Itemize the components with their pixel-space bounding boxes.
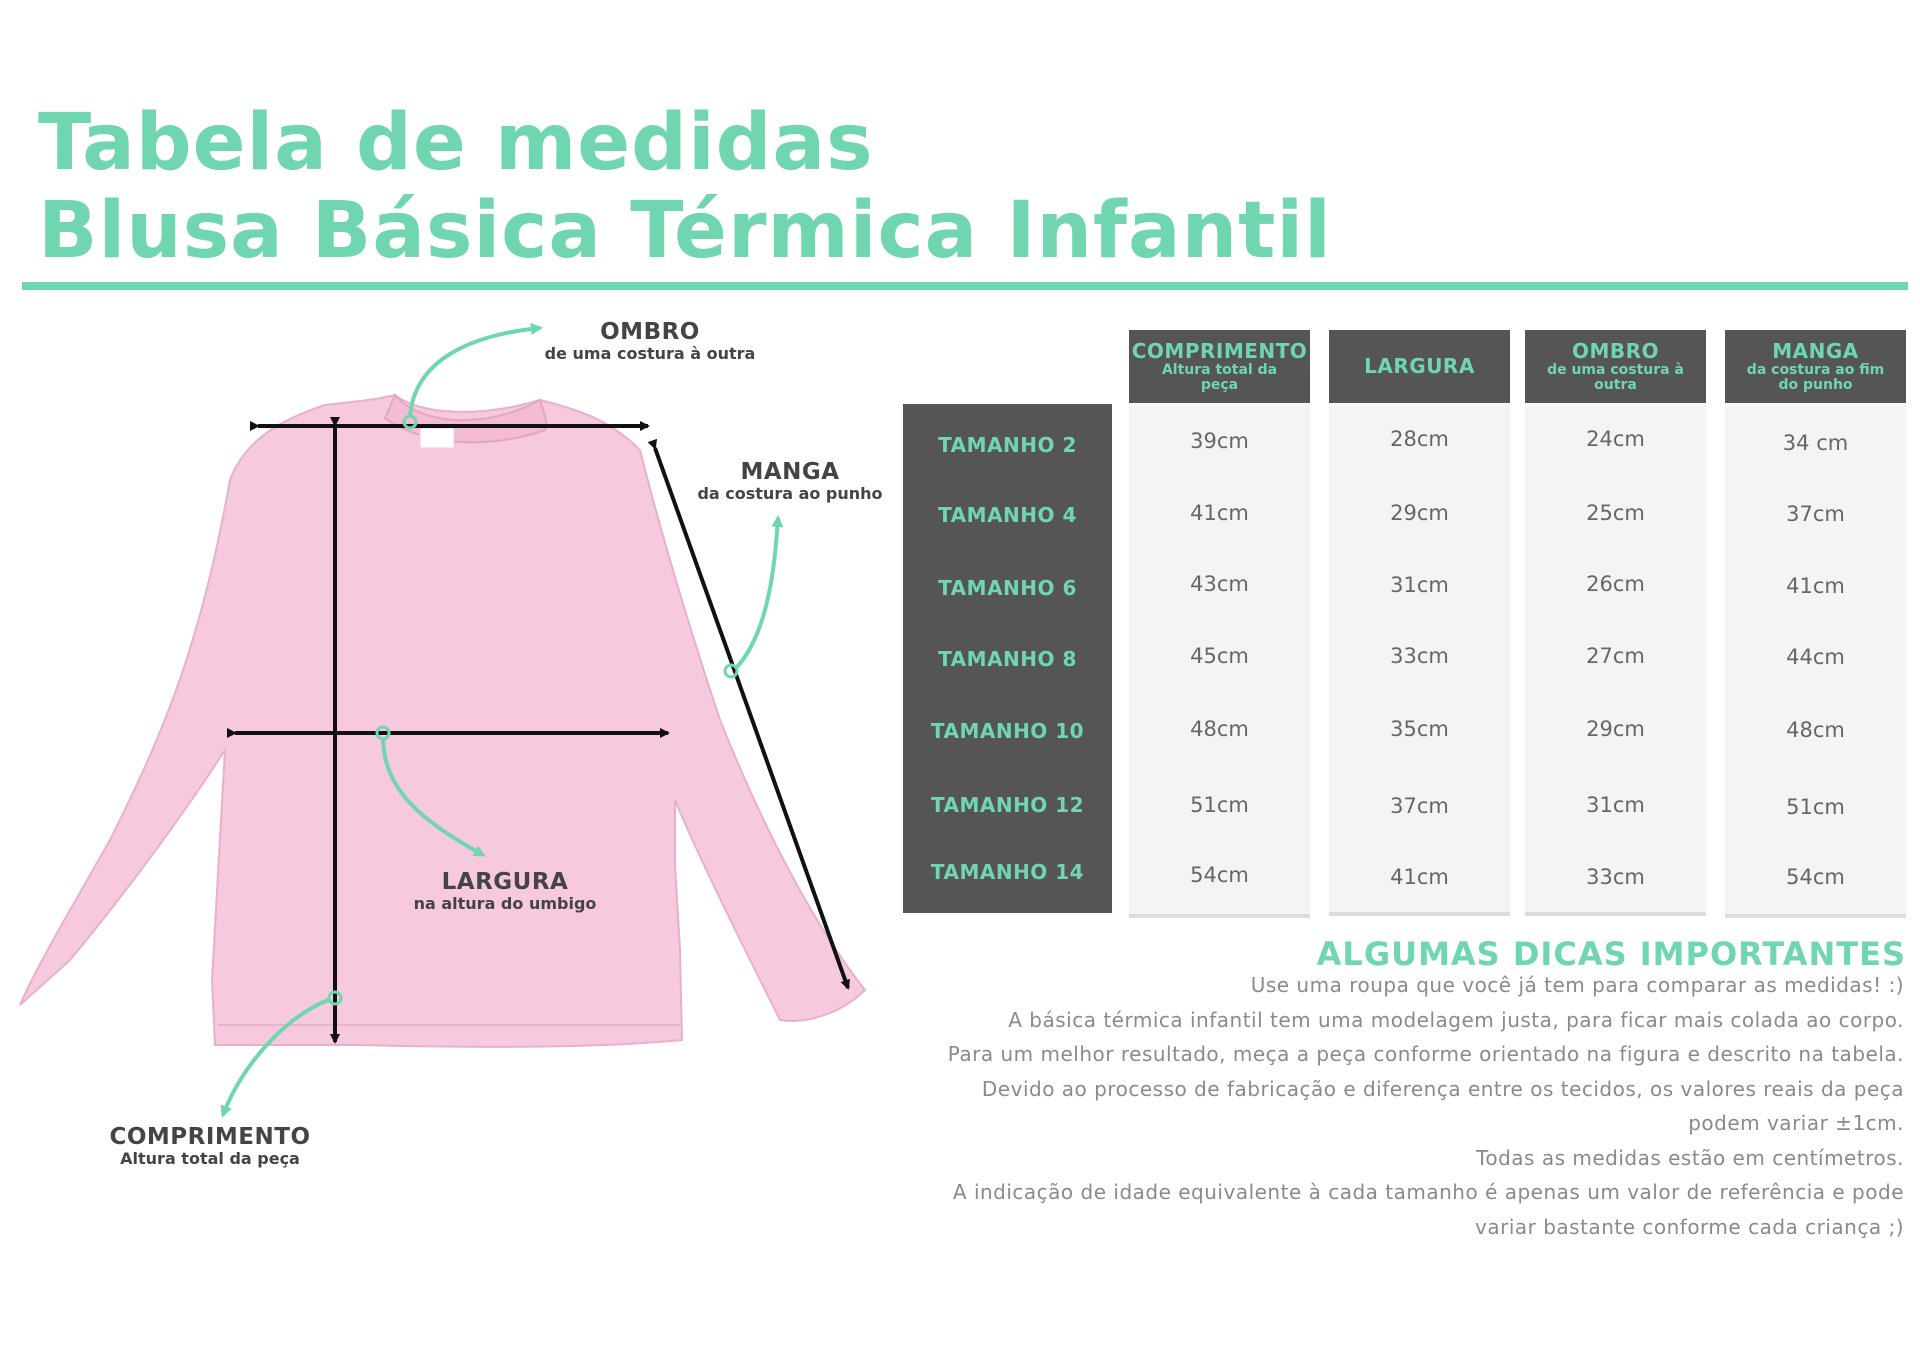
row-header-tamanho-2: TAMANHO 2 xyxy=(938,433,1077,457)
table-cell: 48cm xyxy=(1786,718,1845,742)
table-cell: 25cm xyxy=(1586,501,1645,525)
comprimento-label: COMPRIMENTO Altura total da peça xyxy=(109,1124,311,1169)
table-cell: 45cm xyxy=(1190,644,1249,668)
table-cell: 29cm xyxy=(1586,717,1645,741)
tip-line: A indicação de idade equivalente à cada tamanho é apenas um valor de referência e pode xyxy=(952,1180,1904,1204)
tips-title: ALGUMAS DICAS IMPORTANTES xyxy=(1316,935,1906,973)
table-cell: 43cm xyxy=(1190,572,1249,596)
table-cell: 41cm xyxy=(1390,865,1449,889)
tip-line: Devido ao processo de fabricação e diferença entre os tecidos, os valores reais da peça xyxy=(981,1076,1904,1101)
table-cell: 29cm xyxy=(1390,501,1449,525)
tip-line: Todas as medidas estão em centímetros. xyxy=(1476,1145,1904,1170)
largura-label: LARGURA na altura do umbigo xyxy=(413,869,597,914)
column-header-largura: LARGURA xyxy=(1329,330,1510,403)
table-cell: 41cm xyxy=(1786,574,1845,598)
column-comprimento xyxy=(1129,404,1310,918)
shirt-illustration xyxy=(0,300,900,1200)
row-header-tamanho-8: TAMANHO 8 xyxy=(938,647,1077,671)
manga-label: MANGA da costura ao punho xyxy=(697,459,883,504)
tip-line: podem variar ±1cm. xyxy=(1688,1111,1904,1135)
tip-line: Para um melhor resultado, meça a peça conforme orientado na figura e descrito na tabela. xyxy=(947,1042,1904,1066)
ombro-label: OMBRO de uma costura à outra xyxy=(544,319,756,364)
table-cell: 37cm xyxy=(1390,794,1449,818)
table-cell: 54cm xyxy=(1786,865,1845,889)
row-header-tamanho-14: TAMANHO 14 xyxy=(930,860,1085,884)
row-header-tamanho-10: TAMANHO 10 xyxy=(930,719,1085,743)
table-cell: 51cm xyxy=(1190,793,1249,817)
table-cell: 51cm xyxy=(1786,795,1845,819)
table-cell: 31cm xyxy=(1390,573,1449,597)
page-subtitle: Blusa Básica Térmica Infantil xyxy=(38,186,1332,276)
table-cell: 34 cm xyxy=(1782,431,1849,455)
tips-list xyxy=(904,968,1904,1244)
table-cell: 41cm xyxy=(1190,501,1249,525)
column-largura xyxy=(1329,404,1510,916)
row-header-tamanho-4: TAMANHO 4 xyxy=(938,503,1077,527)
tip-line: variar bastante conforme cada criança ;) xyxy=(1475,1214,1904,1239)
table-cell: 54cm xyxy=(1190,863,1249,887)
column-ombro xyxy=(1525,404,1706,916)
table-cell: 44cm xyxy=(1786,645,1845,669)
column-header-comprimento: COMPRIMENTO Altura total da peça xyxy=(1129,330,1310,403)
page-title: Tabela de medidas xyxy=(38,98,874,188)
column-manga xyxy=(1725,404,1906,918)
tip-line: A básica térmica infantil tem uma modelagem justa, para ficar mais colada ao corpo. xyxy=(1008,1007,1904,1032)
table-cell: 48cm xyxy=(1190,717,1249,741)
table-cell: 31cm xyxy=(1586,793,1645,817)
table-cell: 24cm xyxy=(1586,427,1645,451)
table-cell: 28cm xyxy=(1390,427,1449,451)
tip-line: Use uma roupa que você já tem para comparar as medidas! :) xyxy=(1250,973,1904,997)
column-header-manga: MANGA da costura ao fim do punho xyxy=(1725,330,1906,403)
table-cell: 33cm xyxy=(1390,644,1449,668)
table-cell: 39cm xyxy=(1190,429,1249,453)
shirt-diagram xyxy=(0,300,900,1200)
table-cell: 27cm xyxy=(1586,644,1645,668)
table-cell: 26cm xyxy=(1586,572,1645,596)
table-cell: 37cm xyxy=(1786,502,1845,526)
table-cell: 33cm xyxy=(1586,865,1645,889)
row-header-tamanho-12: TAMANHO 12 xyxy=(930,793,1085,817)
title-divider xyxy=(22,282,1908,290)
row-header-tamanho-6: TAMANHO 6 xyxy=(938,576,1077,600)
column-header-ombro: OMBRO de uma costura à outra xyxy=(1525,330,1706,403)
table-cell: 35cm xyxy=(1390,717,1449,741)
